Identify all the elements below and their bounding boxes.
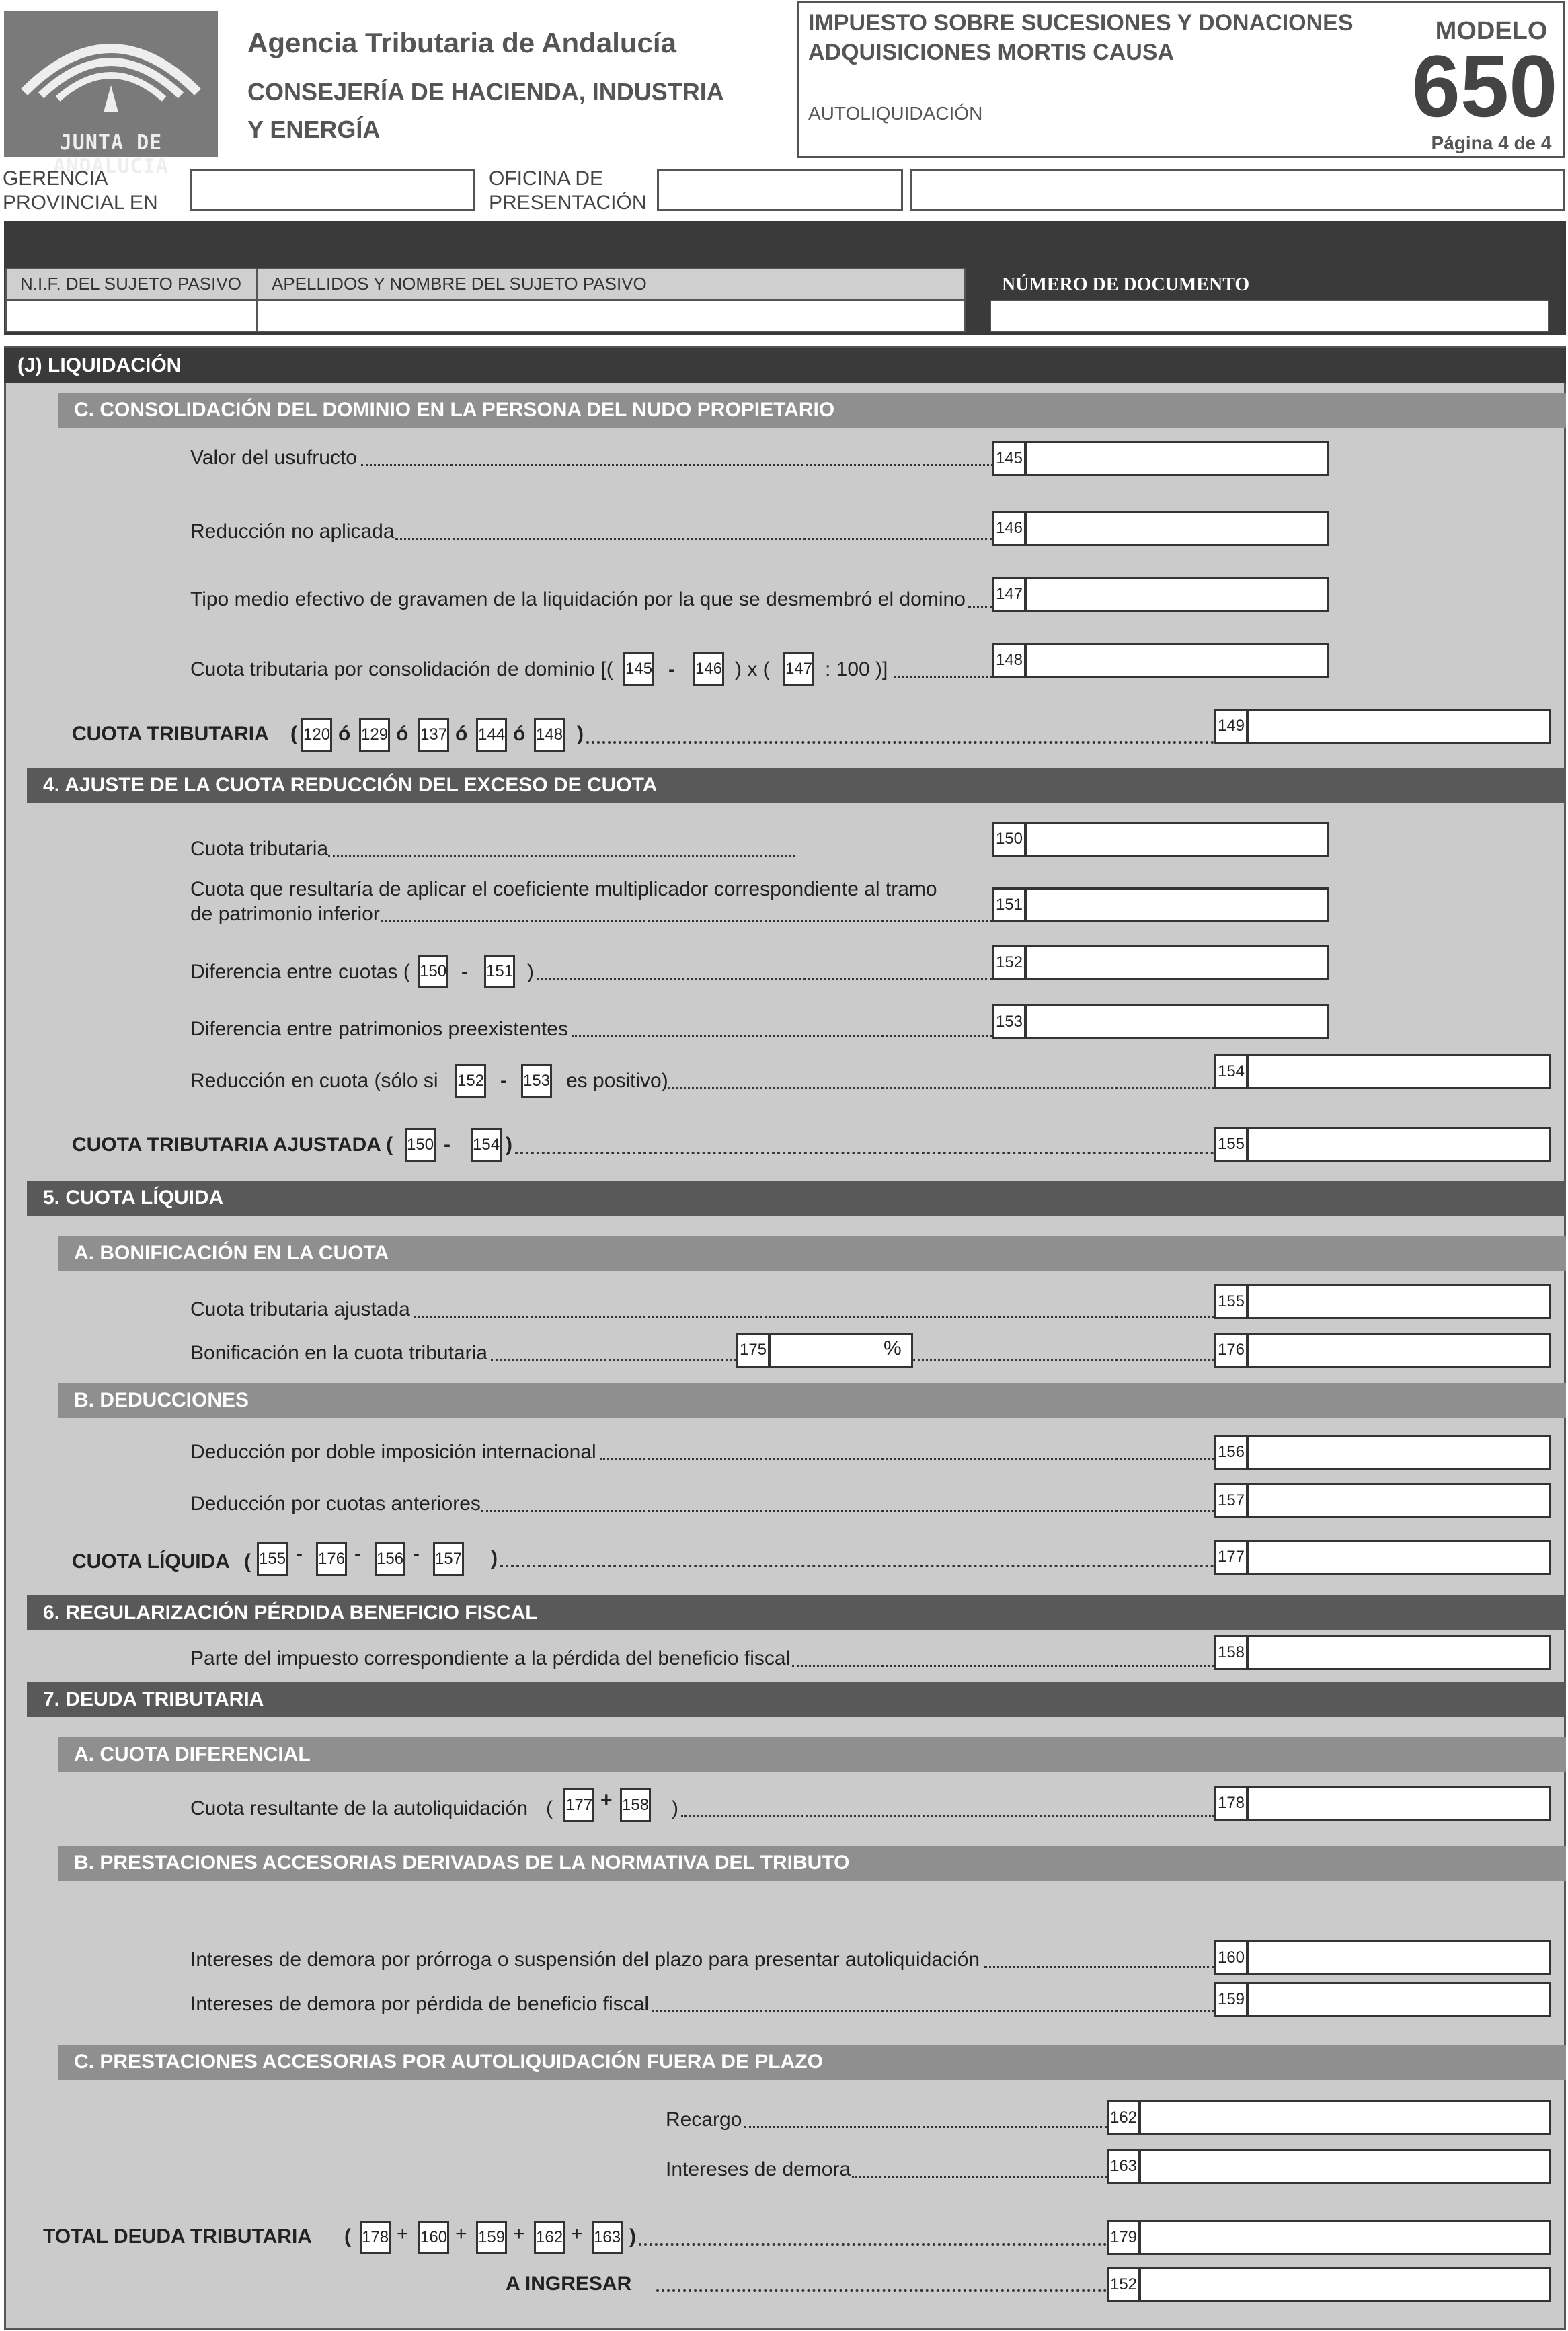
formula-operator: ( xyxy=(546,1797,553,1819)
formula-ref-154: 154 xyxy=(471,1128,502,1162)
box-number-179: 179 xyxy=(1107,2220,1140,2255)
formula-operator: ) x ( xyxy=(735,658,770,680)
formula-operator: - xyxy=(500,1070,507,1092)
box-number-146: 146 xyxy=(992,511,1026,546)
label-deduccion-anteriores: Deducción por cuotas anteriores xyxy=(190,1493,481,1515)
formula-operator: + xyxy=(513,2223,525,2245)
label-valor-usufructo: Valor del usufructo xyxy=(190,446,357,469)
box-number-149: 149 xyxy=(1214,709,1248,744)
field-158[interactable] xyxy=(1247,1635,1551,1670)
box-number-148: 148 xyxy=(992,643,1026,678)
label-cuota-ajustada-5: Cuota tributaria ajustada xyxy=(190,1298,410,1320)
field-175-percent[interactable] xyxy=(769,1333,913,1368)
label-coeficiente-l2: de patrimonio inferior xyxy=(190,903,380,925)
formula-operator: - xyxy=(354,1543,361,1565)
field-156[interactable] xyxy=(1247,1435,1551,1470)
field-151[interactable] xyxy=(1025,887,1329,922)
field-a-ingresar[interactable] xyxy=(1139,2267,1551,2302)
formula-ref-157: 157 xyxy=(433,1542,464,1576)
label-cuota-liquida: CUOTA LÍQUIDA xyxy=(72,1550,230,1573)
section-4-header: 4. AJUSTE DE LA CUOTA REDUCCIÓN DEL EXCESO DE CUOTA xyxy=(27,768,1566,803)
formula-ref-153: 153 xyxy=(521,1064,552,1098)
oficina-label-1: OFICINA DE xyxy=(489,167,604,190)
doc-number-label: NÚMERO DE DOCUMENTO xyxy=(1002,274,1250,295)
field-153[interactable] xyxy=(1025,1004,1329,1039)
leader-dots xyxy=(681,1815,1214,1817)
field-160[interactable] xyxy=(1247,1940,1551,1975)
formula-operator: - xyxy=(413,1543,420,1565)
leader-dots xyxy=(537,978,992,980)
box-number-147: 147 xyxy=(992,577,1026,612)
box-number-158: 158 xyxy=(1214,1635,1248,1670)
box-number-175: 175 xyxy=(736,1333,770,1368)
formula-ref-177: 177 xyxy=(563,1788,594,1822)
box-number-155: 155 xyxy=(1214,1284,1248,1319)
label-cuota-resultante: Cuota resultante de la autoliquidación xyxy=(190,1797,528,1819)
label-tipo-medio: Tipo medio efectivo de gravamen de la liquidación por la que se desmembró el domino xyxy=(190,588,966,610)
formula-operator: ) xyxy=(527,961,534,983)
formula-operator: - xyxy=(461,961,468,983)
page-indicator: Página 4 de 4 xyxy=(1431,132,1552,153)
leader-dots xyxy=(984,1966,1214,1968)
field-162[interactable] xyxy=(1139,2100,1551,2135)
leader-dots xyxy=(572,1035,992,1037)
section-j-header: (J) LIQUIDACIÓN xyxy=(4,348,1566,383)
field-177[interactable] xyxy=(1247,1540,1551,1575)
field-146[interactable] xyxy=(1025,511,1329,546)
nif-field[interactable] xyxy=(5,300,257,332)
ministry-line-2: Y ENERGÍA xyxy=(247,116,381,143)
modelo-label: MODELO xyxy=(1435,17,1548,45)
field-148[interactable] xyxy=(1025,643,1329,678)
formula-ref-144: 144 xyxy=(476,718,507,752)
field-145[interactable] xyxy=(1025,441,1329,476)
box-number-156: 156 xyxy=(1214,1435,1248,1470)
box-number-162: 162 xyxy=(1107,2100,1140,2135)
formula-operator: ó xyxy=(513,723,526,745)
label-a-ingresar: A INGRESAR xyxy=(506,2273,632,2295)
oficina-label-2: PRESENTACIÓN xyxy=(489,192,647,214)
formula-operator: ó xyxy=(338,723,351,745)
field-157[interactable] xyxy=(1247,1483,1551,1518)
label-cuota-tributaria: CUOTA TRIBUTARIA xyxy=(72,723,269,745)
oficina-field[interactable] xyxy=(657,169,903,211)
formula-ref-156: 156 xyxy=(375,1542,405,1576)
formula-ref-120: 120 xyxy=(301,718,332,752)
section-7c-header: C. PRESTACIONES ACCESORIAS POR AUTOLIQUIDACIÓN FUERA DE PLAZO xyxy=(58,2045,1566,2080)
tax-title-box xyxy=(797,1,1565,158)
leader-dots xyxy=(586,741,1214,744)
formula-ref-137: 137 xyxy=(418,718,449,752)
formula-operator: - xyxy=(296,1543,303,1565)
formula-operator: : 100 )] xyxy=(825,658,888,680)
formula-ref-148: 148 xyxy=(534,718,565,752)
label-diferencia-cuotas: Diferencia entre cuotas ( xyxy=(190,961,410,983)
section-5-header: 5. CUOTA LÍQUIDA xyxy=(27,1181,1566,1216)
box-number-154: 154 xyxy=(1214,1054,1248,1089)
taxpayer-band xyxy=(4,221,1566,335)
leader-dots xyxy=(652,2010,1214,2012)
field-152[interactable] xyxy=(1025,945,1329,980)
label-cuota-tributaria-4: Cuota tributaria xyxy=(190,838,329,860)
section-6-header: 6. REGULARIZACIÓN PÉRDIDA BENEFICIO FISCAL xyxy=(27,1595,1566,1630)
logo-text: JUNTA DE ANDALUCIA xyxy=(53,131,169,178)
label-coeficiente-l1: Cuota que resultaría de aplicar el coeficiente multiplicador correspondiente al tramo xyxy=(190,878,937,900)
formula-operator: ( xyxy=(290,723,297,745)
formula-operator: ) xyxy=(672,1797,678,1819)
leader-dots xyxy=(668,1087,1214,1089)
box-number-163: 163 xyxy=(1107,2149,1140,2184)
formula-ref-155: 155 xyxy=(257,1542,288,1576)
formula-operator: + xyxy=(455,2223,467,2245)
label-recargo: Recargo xyxy=(666,2108,742,2131)
formula-operator: ( xyxy=(244,1550,251,1573)
box-number-152: 152 xyxy=(1107,2267,1140,2302)
box-number-176: 176 xyxy=(1214,1333,1248,1368)
label-intereses-demora: Intereses de demora xyxy=(666,2158,851,2180)
gerencia-label-2: PROVINCIAL EN xyxy=(3,192,158,214)
section-7a-header: A. CUOTA DIFERENCIAL xyxy=(58,1737,1566,1772)
tax-title-line-1: IMPUESTO SOBRE SUCESIONES Y DONACIONES xyxy=(808,10,1354,36)
formula-ref-150: 150 xyxy=(418,955,448,988)
label-cuota-ajustada: CUOTA TRIBUTARIA AJUSTADA ( xyxy=(72,1134,393,1156)
label-deduccion-doble: Deducción por doble imposición internacional xyxy=(190,1441,596,1463)
leader-dots xyxy=(395,538,992,540)
formula-ref-152: 152 xyxy=(455,1064,486,1098)
formula-operator: ) xyxy=(629,2225,636,2248)
gerencia-field[interactable] xyxy=(190,169,475,211)
leader-dots xyxy=(894,676,992,678)
leader-dots xyxy=(414,1316,1214,1318)
field-163[interactable] xyxy=(1139,2149,1551,2184)
section-5a-header: A. BONIFICACIÓN EN LA CUOTA xyxy=(58,1236,1566,1271)
leader-dots xyxy=(852,2176,1107,2178)
field-155b[interactable] xyxy=(1247,1284,1551,1319)
label-cuota-consolidacion: Cuota tributaria por consolidación de dominio [( xyxy=(190,658,613,680)
junta-de-andalucia-logo xyxy=(4,11,218,178)
formula-operator: + xyxy=(397,2223,409,2245)
form-type: AUTOLIQUIDACIÓN xyxy=(808,103,983,124)
formula-ref-163: 163 xyxy=(592,2221,623,2254)
box-number-150: 150 xyxy=(992,822,1026,857)
formula-operator: ( xyxy=(344,2225,351,2248)
formula-operator: + xyxy=(600,1789,613,1811)
section-7-header: 7. DEUDA TRIBUTARIA xyxy=(27,1682,1566,1717)
leader-dots xyxy=(491,1359,736,1361)
field-159[interactable] xyxy=(1247,1982,1551,2017)
formula-ref-147: 147 xyxy=(783,652,814,686)
leader-dots xyxy=(328,855,795,857)
field-179[interactable] xyxy=(1139,2220,1551,2255)
label-intereses-prorroga: Intereses de demora por prórroga o suspensión del plazo para presentar autoliquidación xyxy=(190,1948,980,1971)
leader-dots xyxy=(600,1458,1214,1460)
formula-operator: + xyxy=(571,2223,583,2245)
box-number-155: 155 xyxy=(1214,1127,1248,1162)
percent-sign: % xyxy=(884,1337,902,1359)
leader-dots xyxy=(481,1510,1214,1512)
formula-operator: ) xyxy=(506,1134,512,1156)
label-parte-impuesto: Parte del impuesto correspondiente a la pérdida del beneficio fiscal xyxy=(190,1647,791,1669)
formula-operator: ó xyxy=(396,723,409,745)
formula-operator: - xyxy=(444,1134,450,1156)
formula-operator: - xyxy=(668,658,675,680)
leader-dots xyxy=(361,464,993,466)
formula-ref-158: 158 xyxy=(620,1788,651,1822)
leader-dots xyxy=(656,2289,1107,2292)
ministry-line-1: CONSEJERÍA DE HACIENDA, INDUSTRIA xyxy=(247,78,724,106)
field-150[interactable] xyxy=(1025,822,1329,857)
leader-dots xyxy=(500,1565,1214,1567)
box-number-145: 145 xyxy=(992,441,1026,476)
label-es-positivo: es positivo) xyxy=(566,1070,668,1092)
label-diferencia-patrimonios: Diferencia entre patrimonios preexistentes xyxy=(190,1018,568,1040)
formula-operator: ó xyxy=(455,723,468,745)
oficina-extra-field[interactable] xyxy=(910,169,1565,211)
box-number-177: 177 xyxy=(1214,1540,1248,1575)
name-header: APELLIDOS Y NOMBRE DEL SUJETO PASIVO xyxy=(257,268,966,300)
formula-ref-146: 146 xyxy=(693,652,724,686)
formula-ref-150: 150 xyxy=(405,1128,436,1162)
formula-operator: ) xyxy=(577,723,584,745)
formula-ref-151: 151 xyxy=(484,955,515,988)
section-5b-header: B. DEDUCCIONES xyxy=(58,1383,1566,1418)
box-number-152: 152 xyxy=(992,945,1026,980)
field-149[interactable] xyxy=(1247,709,1551,744)
formula-ref-160: 160 xyxy=(418,2221,449,2254)
field-176[interactable] xyxy=(1247,1333,1551,1368)
label-total-deuda: TOTAL DEUDA TRIBUTARIA xyxy=(43,2225,312,2248)
field-178[interactable] xyxy=(1247,1786,1551,1821)
box-number-178: 178 xyxy=(1214,1786,1248,1821)
doc-number-field[interactable] xyxy=(990,300,1549,332)
field-155[interactable] xyxy=(1247,1127,1551,1162)
leader-dots xyxy=(515,1152,1214,1154)
formula-ref-129: 129 xyxy=(359,718,390,752)
leader-dots xyxy=(381,920,992,922)
label-reduccion-no-aplicada: Reducción no aplicada xyxy=(190,520,395,543)
field-154[interactable] xyxy=(1247,1054,1551,1089)
box-number-157: 157 xyxy=(1214,1483,1248,1518)
formula-operator: ) xyxy=(491,1547,498,1569)
formula-ref-176: 176 xyxy=(316,1542,347,1576)
leader-dots xyxy=(913,1359,1214,1361)
gerencia-label-1: GERENCIA xyxy=(3,167,108,190)
label-reduccion-cuota: Reducción en cuota (sólo si xyxy=(190,1070,438,1092)
formula-ref-178: 178 xyxy=(360,2221,391,2254)
leader-dots xyxy=(968,606,992,608)
formula-ref-162: 162 xyxy=(534,2221,565,2254)
box-number-153: 153 xyxy=(992,1004,1026,1039)
box-number-160: 160 xyxy=(1214,1940,1248,1975)
section-7b-header: B. PRESTACIONES ACCESORIAS DERIVADAS DE LA NORMATIVA DEL TRIBUTO xyxy=(58,1846,1566,1881)
nif-header: N.I.F. DEL SUJETO PASIVO xyxy=(5,268,257,300)
formula-ref-159: 159 xyxy=(476,2221,507,2254)
leader-dots xyxy=(744,2126,1107,2128)
name-field[interactable] xyxy=(257,300,966,332)
agency-name: Agencia Tributaria de Andalucía xyxy=(247,27,676,58)
modelo-number: 650 xyxy=(1411,37,1558,135)
section-c-header: C. CONSOLIDACIÓN DEL DOMINIO EN LA PERSONA DEL NUDO PROPIETARIO xyxy=(58,393,1566,428)
label-bonificacion: Bonificación en la cuota tributaria xyxy=(190,1342,487,1364)
tax-title-line-2: ADQUISICIONES MORTIS CAUSA xyxy=(808,40,1175,65)
box-number-151: 151 xyxy=(992,887,1026,922)
leader-dots xyxy=(639,2243,1107,2246)
leader-dots xyxy=(792,1665,1214,1667)
box-number-159: 159 xyxy=(1214,1982,1248,2017)
formula-ref-145: 145 xyxy=(623,652,654,686)
field-147[interactable] xyxy=(1025,577,1329,612)
label-intereses-perdida: Intereses de demora por pérdida de beneficio fiscal xyxy=(190,1993,650,2015)
